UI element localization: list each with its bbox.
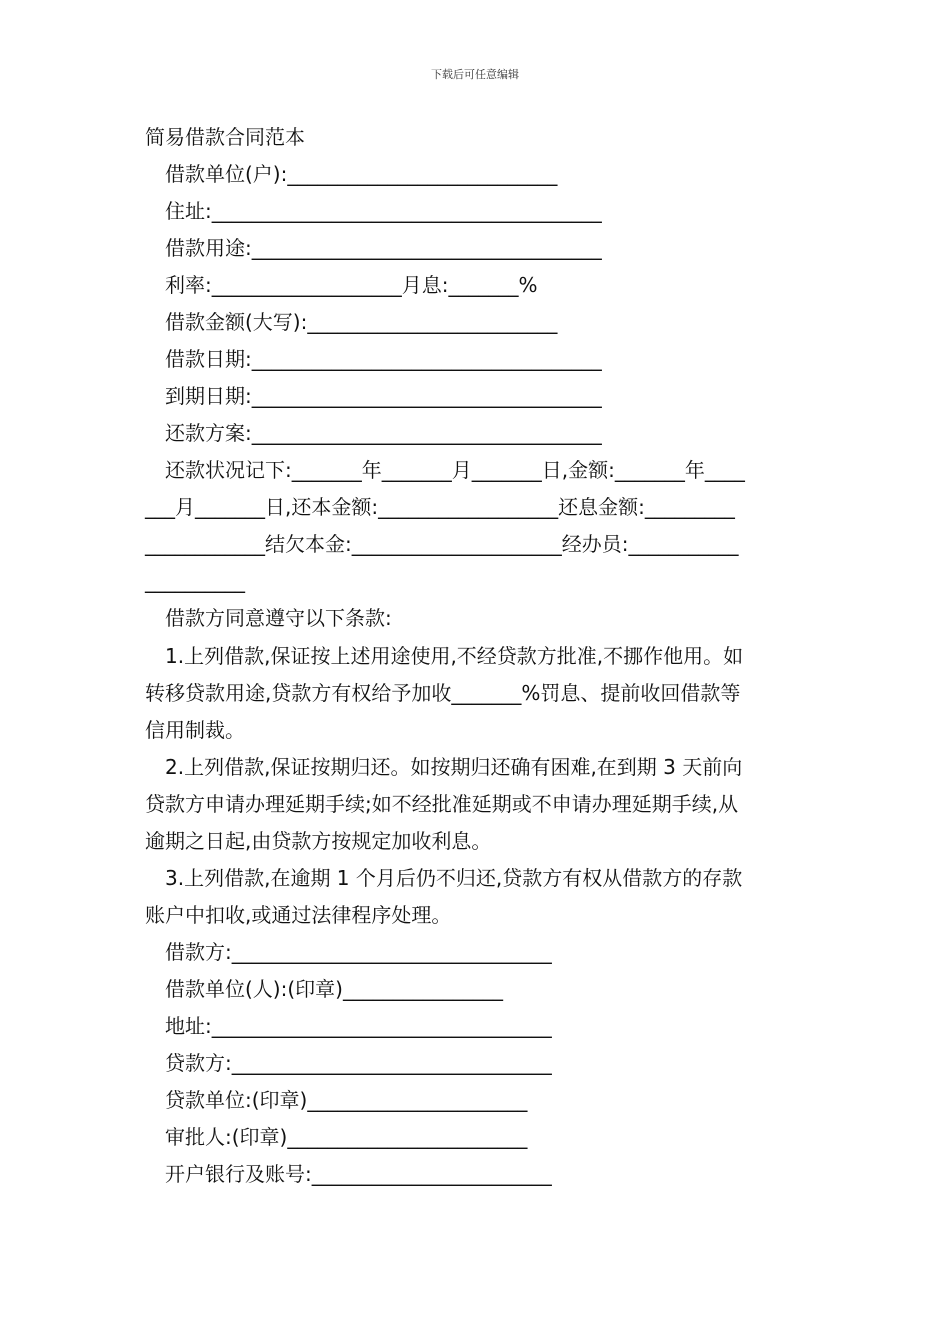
clause-3-line: 3.上列借款,在逾期 1 个月后仍不归还,贷款方有权从借款方的存款 (165, 866, 743, 890)
document-title: 简易借款合同范本 (145, 125, 305, 149)
field-borrower-unit: 借款单位(户):___________________________ (165, 162, 558, 186)
clause-2-line: 贷款方申请办理延期手续;如不经批准延期或不申请办理延期手续,从 (145, 792, 739, 816)
clause-1-line: 转移贷款用途,贷款方有权给予加收_______%罚息、提前收回借款等 (145, 681, 741, 705)
clause-2-line: 2.上列借款,保证按期归还。如按期归还确有困难,在到期 3 天前向 (165, 755, 743, 779)
field-amount: 借款金额(大写):_________________________ (165, 310, 558, 334)
sign-bank-account: 开户银行及账号:________________________ (165, 1162, 552, 1186)
sign-borrower-unit-seal: 借款单位(人):(印章)________________ (165, 977, 503, 1001)
clause-1-line: 1.上列借款,保证按上述用途使用,不经贷款方批准,不挪作他用。如 (165, 644, 744, 668)
page-header-note: 下载后可任意编辑 (431, 68, 519, 81)
field-loan-date: 借款日期:___________________________________ (165, 347, 602, 371)
field-purpose: 借款用途:___________________________________ (165, 236, 602, 260)
field-rate: 利率:___________________月息:_______% (165, 273, 538, 297)
repay-status-line: __________ (145, 569, 245, 593)
sign-lender: 贷款方:________________________________ (165, 1051, 552, 1075)
repay-status-line: ____________结欠本金:_____________________经办员:___________ (145, 532, 739, 556)
repay-status-line: ___月_______日,还本金额:__________________还息金额:_________ (145, 495, 735, 519)
clause-2-line: 逾期之日起,由贷款方按规定加收利息。 (145, 829, 492, 853)
repay-status-line: 还款状况记下:_______年_______月_______日,金额:_______年____ (165, 458, 745, 482)
field-repay-plan: 还款方案:___________________________________ (165, 421, 602, 445)
clause-1-line: 信用制裁。 (145, 718, 245, 742)
sign-lender-unit-seal: 贷款单位:(印章)______________________ (165, 1088, 528, 1112)
agree-intro: 借款方同意遵守以下条款: (165, 606, 392, 630)
sign-address: 地址:__________________________________ (165, 1014, 552, 1038)
sign-borrower: 借款方:________________________________ (165, 940, 552, 964)
clause-3-line: 账户中扣收,或通过法律程序处理。 (145, 903, 452, 927)
sign-approver: 审批人:(印章)________________________ (165, 1125, 528, 1149)
field-due-date: 到期日期:___________________________________ (165, 384, 602, 408)
field-address: 住址:_______________________________________ (165, 199, 602, 223)
